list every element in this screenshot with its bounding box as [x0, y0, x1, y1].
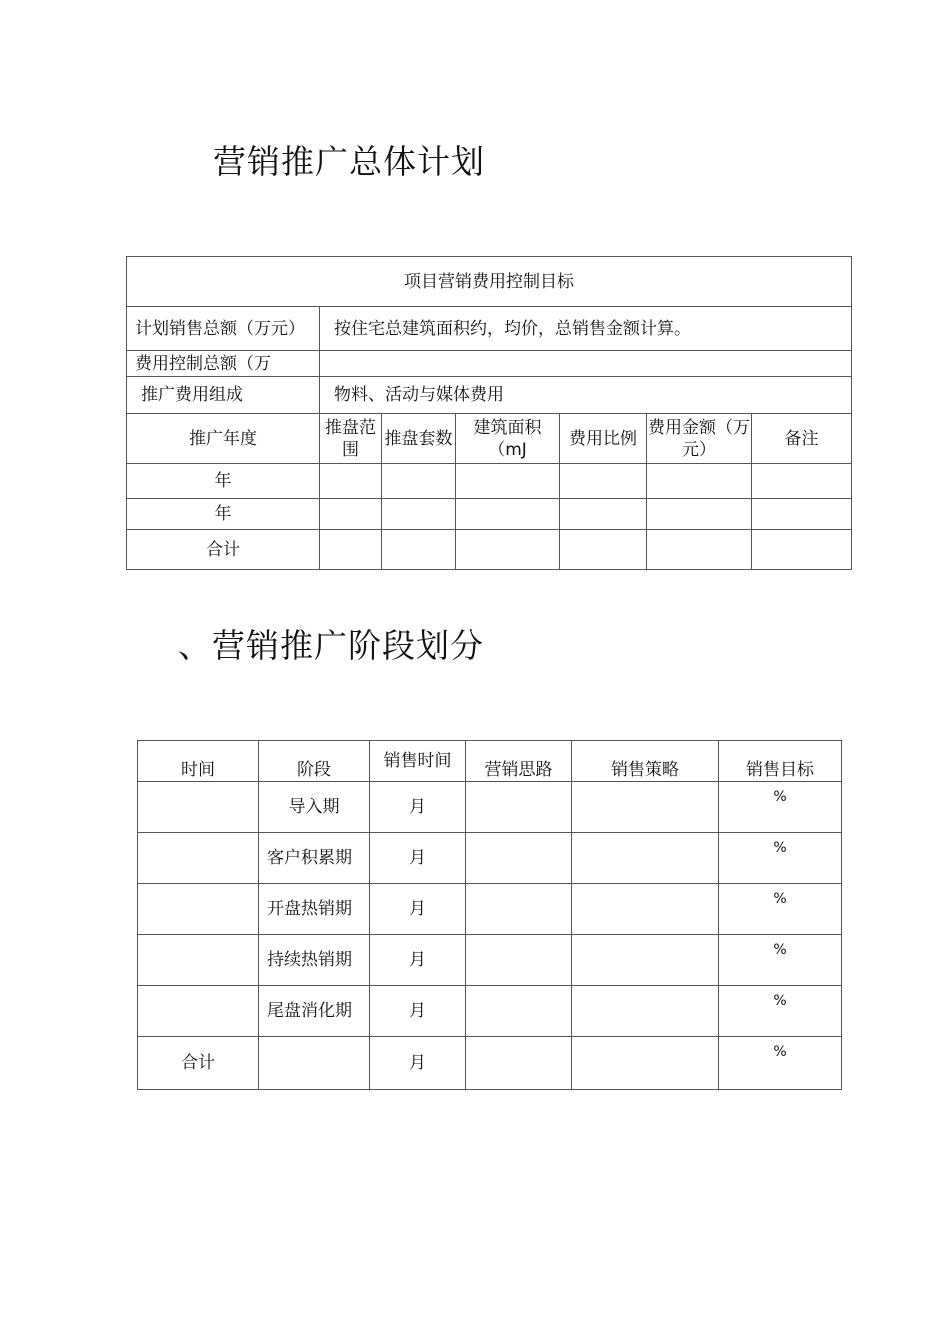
table-row [138, 782, 842, 833]
time-cell: 合计 [138, 1037, 259, 1090]
section2-title: 、营销推广阶段划分 [178, 626, 484, 665]
month-cell: 月 [370, 833, 466, 884]
month-cell: 月 [370, 986, 466, 1037]
stage-cell: 尾盘消化期 [259, 986, 370, 1037]
time-cell [138, 986, 259, 1037]
col-header: 建筑面积（mJ [456, 414, 560, 464]
col-header: 费用金额（万元） [647, 414, 752, 464]
stage-cell: 持续热销期 [259, 935, 370, 986]
table-row [138, 935, 842, 986]
stage-cell: 导入期 [259, 782, 370, 833]
year-cell: 年 [127, 499, 320, 530]
col-header: 阶段 [259, 741, 370, 782]
time-cell [138, 782, 259, 833]
col-header: 推盘范围 [320, 414, 382, 464]
sales-total-value: 按住宅总建筑面积约，均价，总销售金额计算。 [320, 307, 852, 351]
time-cell [138, 833, 259, 884]
col-header: 销售时间 [370, 741, 466, 782]
cost-total-value [320, 351, 852, 377]
percent-cell: % [719, 884, 842, 935]
percent-cell: % [719, 986, 842, 1037]
time-cell [138, 935, 259, 986]
table-header: 项目营销费用控制目标 [127, 257, 852, 307]
percent-cell: % [719, 833, 842, 884]
section1-title: 营销推广总体计划 [213, 142, 485, 181]
time-cell [138, 884, 259, 935]
col-header: 销售目标 [719, 741, 842, 782]
month-cell: 月 [370, 1037, 466, 1090]
table-row [127, 499, 852, 530]
col-header: 时间 [138, 741, 259, 782]
month-cell: 月 [370, 884, 466, 935]
table-row [127, 464, 852, 499]
sales-total-label: 计划销售总额（万元） [127, 307, 320, 351]
table-row [138, 833, 842, 884]
percent-cell: % [719, 1037, 842, 1090]
col-header: 推盘套数 [382, 414, 456, 464]
col-header: 推广年度 [127, 414, 320, 464]
cost-control-table [126, 256, 852, 570]
percent-cell: % [719, 782, 842, 833]
col-header: 费用比例 [560, 414, 647, 464]
table-row [138, 1037, 842, 1090]
percent-cell: % [719, 935, 842, 986]
total-cell: 合计 [127, 530, 320, 570]
composition-value: 物料、活动与媒体费用 [320, 377, 852, 414]
cost-total-label: 费用控制总额（万 [127, 351, 320, 377]
table-row [127, 530, 852, 570]
year-cell: 年 [127, 464, 320, 499]
col-header: 营销思路 [466, 741, 572, 782]
stage-table [137, 740, 842, 1090]
col-header: 备注 [752, 414, 852, 464]
col-header: 销售策略 [572, 741, 719, 782]
stage-cell [259, 1037, 370, 1090]
month-cell: 月 [370, 782, 466, 833]
month-cell: 月 [370, 935, 466, 986]
stage-cell: 开盘热销期 [259, 884, 370, 935]
composition-label: 推广费用组成 [127, 377, 320, 414]
table-row [138, 986, 842, 1037]
stage-cell: 客户积累期 [259, 833, 370, 884]
table-row [138, 884, 842, 935]
